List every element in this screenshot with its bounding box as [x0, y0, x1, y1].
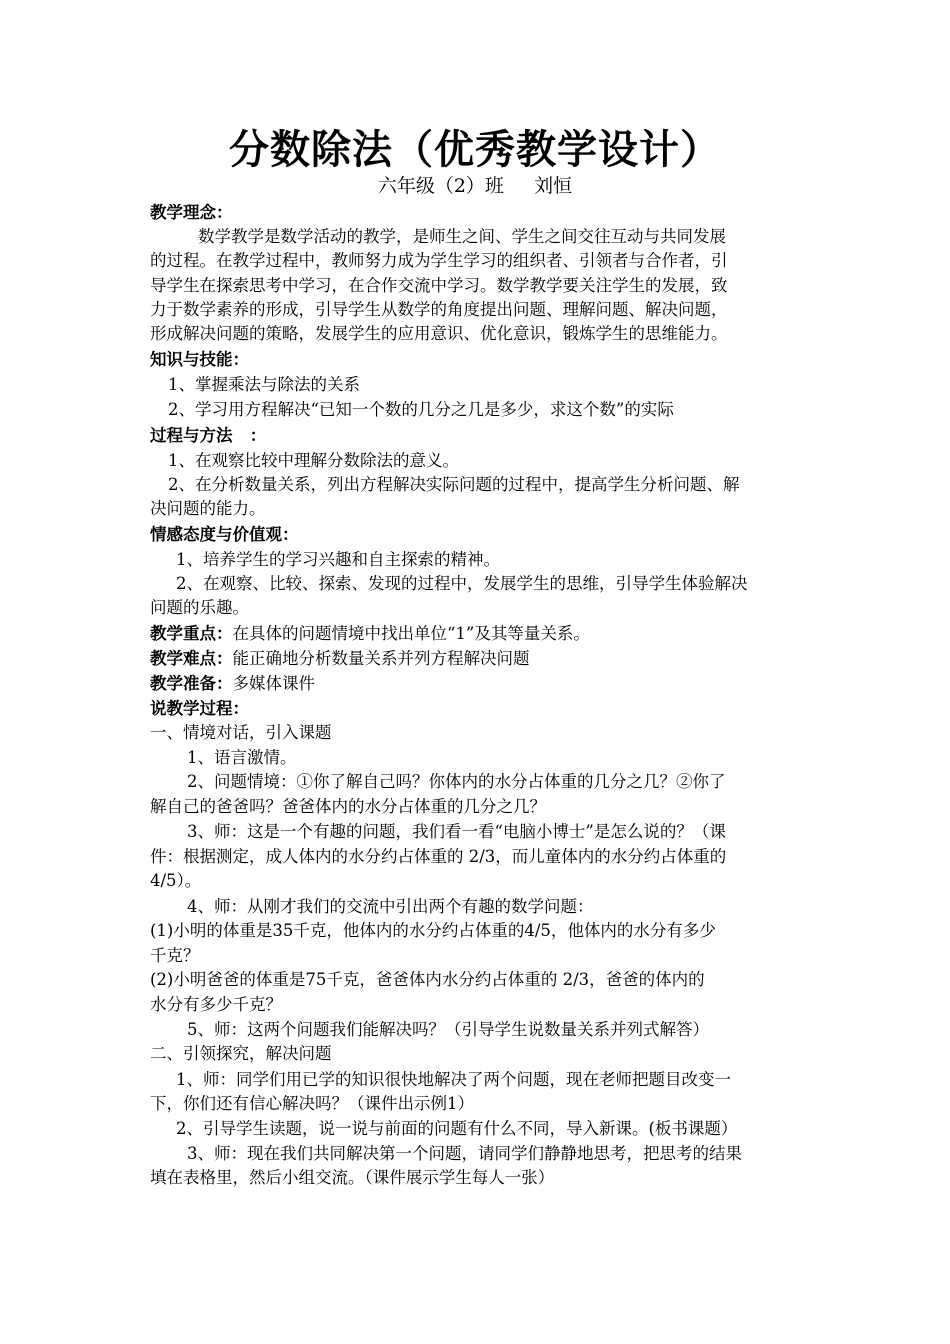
paragraph-line: 解自己的爸爸吗？爸爸体内的水分占体重的几分之几？: [150, 797, 546, 816]
list-item: 3、师：这是一个有趣的问题，我们看一看“电脑小博士”是怎么说的？（课: [187, 822, 726, 841]
list-item: 2、在观察、比较、探索、发现的过程中，发展学生的思维，引导学生体验解决: [176, 574, 748, 593]
list-item: 2、学习用方程解决“已知一个数的几分之几是多少，求这个数”的实际: [168, 400, 674, 419]
difficulty-label: 教学难点：: [150, 649, 233, 668]
list-item: 1、掌握乘法与除法的关系: [168, 375, 360, 394]
paragraph-line: 导学生在探索思考中学习，在合作交流中学习。数学教学要关注学生的发展，致: [150, 276, 728, 295]
paragraph-line: 数学教学是数学活动的教学，是师生之间、学生之间交往互动与共同发展: [198, 227, 726, 246]
preparation-line: [150, 672, 315, 696]
paragraph-line: 水分有多少千克？: [150, 995, 282, 1014]
heading-knowledge-skills: 知识与技能：: [150, 350, 249, 369]
heading-process-method: 过程与方法 ：: [150, 426, 267, 445]
key-point-line: [150, 622, 590, 646]
paragraph-line: 填在表格里，然后小组交流。（课件展示学生每人一张）: [150, 1168, 555, 1187]
paragraph-line: 下，你们还有信心解决吗？（课件出示例1）: [150, 1094, 474, 1113]
section-heading: 一、情境对话，引入课题: [150, 723, 332, 742]
difficulty-line: [150, 647, 530, 671]
paragraph-line: 4/5）。: [150, 871, 202, 890]
paragraph-line: 决问题的能力。: [150, 499, 266, 518]
heading-attitude-values: 情感态度与价值观：: [150, 525, 299, 544]
list-item: 1、师：同学们用已学的知识很快地解决了两个问题，现在老师把题目改变一: [176, 1070, 731, 1089]
problem-line: (2)小明爸爸的体重是75千克，爸爸体内水分约占体重的 2/3，爸爸的体内的: [150, 970, 705, 989]
key-point-label: 教学重点：: [150, 624, 233, 643]
paragraph-line: 的过程。在教学过程中，教师努力成为学生学习的组织者、引领者与合作者，引: [150, 251, 728, 270]
list-item: 4、师：从刚才我们的交流中引出两个有趣的数学问题：: [187, 897, 594, 916]
document-title: 分数除法（优秀教学设计）: [229, 127, 721, 173]
key-point-text: 在具体的问题情境中找出单位“1”及其等量关系。: [232, 624, 590, 643]
list-item: 5、师：这两个问题我们能解决吗？（引导学生说数量关系并列式解答）: [187, 1020, 709, 1039]
paragraph-line: 件：根据测定，成人体内的水分约占体重的 2/3，而儿童体内的水分约占体重的: [150, 847, 727, 866]
paragraph-line: 力于数学素养的形成，引导学生从数学的角度提出问题、理解问题、解决问题，: [150, 300, 728, 319]
paragraph-line: 形成解决问题的策略，发展学生的应用意识、优化意识，锻炼学生的思维能力。: [150, 324, 728, 343]
list-item: 3、师：现在我们共同解决第一个问题，请同学们静静地思考，把思考的结果: [187, 1144, 742, 1163]
list-item: 1、语言激情。: [187, 748, 297, 767]
heading-teaching-philosophy: 教学理念：: [150, 203, 233, 222]
paragraph-line: 问题的乐趣。: [150, 598, 249, 617]
list-item: 2、引导学生读题，说一说与前面的问题有什么不同，导入新课。(板书课题）: [176, 1119, 738, 1138]
list-item: 1、在观察比较中理解分数除法的意义。: [168, 451, 459, 470]
problem-line: (1)小明的体重是35千克，他体内的水分约占体重的4/5，他体内的水分有多少: [150, 921, 716, 940]
heading-teaching-process: 说教学过程：: [150, 699, 249, 718]
preparation-label: 教学准备：: [150, 674, 233, 693]
paragraph-line: 千克？: [150, 946, 200, 965]
list-item: 2、问题情境：①你了解自己吗？你体内的水分占体重的几分之几？②你了: [187, 772, 726, 791]
difficulty-text: 能正确地分析数量关系并列方程解决问题: [232, 649, 530, 668]
list-item: 2、在分析数量关系，列出方程解决实际问题的过程中，提高学生分析问题、解: [168, 475, 740, 494]
section-heading: 二、引领探究，解决问题: [150, 1044, 332, 1063]
preparation-text: 多媒体课件: [232, 674, 315, 693]
list-item: 1、培养学生的学习兴趣和自主探索的精神。: [176, 550, 500, 569]
document-subtitle: 六年级（2）班 刘恒: [377, 175, 573, 197]
